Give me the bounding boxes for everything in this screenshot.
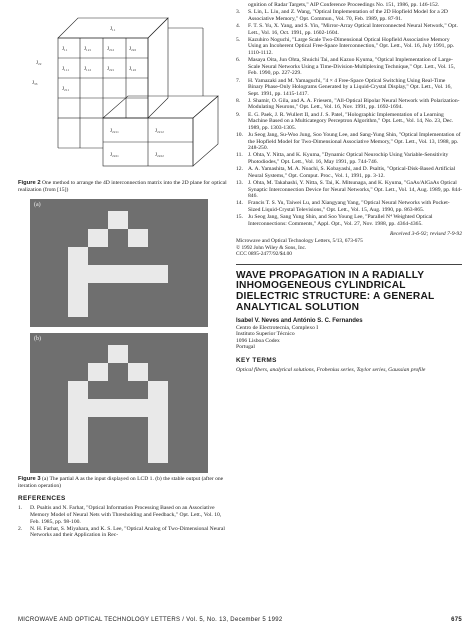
figure-3a-panel bbox=[30, 199, 208, 327]
block-label: J₂₂₁ bbox=[107, 67, 115, 72]
block-label: J₁₁₁ bbox=[62, 67, 70, 72]
reference-item: 1. D. Psaltis and N. Farhat, "Optical Information Processing Based on an Associative Memory Model of Neural Nets with Thresholding and Feedback," Opt. Lett., Vol. 10, Feb. 1985, pp. 98-100. bbox=[18, 505, 222, 525]
block-label: J₃₃ bbox=[32, 81, 38, 86]
panel-label: (b) bbox=[34, 336, 41, 343]
affiliation-line: 1096 Lisboa Codex bbox=[236, 337, 280, 344]
caption-text: (a) The partial A as the input displayed on LCD 1. (b) the stable output (after one iteration operation) bbox=[18, 476, 224, 489]
block-label: J₁₂₂ bbox=[129, 67, 137, 72]
reference-continuation: ognition of Radar Targets," AIP Conference Proceedings No. 151, 1986, pp. 146-152. bbox=[248, 2, 440, 8]
reference-item: 9. E. G. Paek, J. R. Wullert II, and J. S. Patel, "Holographic Implementation of a Learning Machine Based on a Multicategory Perceptron Algorithm," Opt. Lett., Vol. 14, No. 23, Dec. 1989, pp. 1303-1305. bbox=[236, 111, 454, 131]
figure-3-caption bbox=[18, 476, 230, 489]
block-label: J₂₂₁₁ bbox=[110, 129, 119, 134]
reference-item: 4. F. T. S. Yu, X. Yang, and S. Yin, "Mirror-Array Optical Interconnected Neural Network," Opt. Lett., Vol. 16, Oct. 1991, pp. 1602-1604. bbox=[236, 22, 458, 36]
caption-label: Figure 2 bbox=[18, 180, 41, 186]
block-label: J₂₂₁₂ bbox=[155, 129, 164, 134]
journal-footer: MICROWAVE AND OPTICAL TECHNOLOGY LETTERS / Vol. 5, No. 13, December 5 1992 bbox=[18, 617, 283, 623]
references-heading: REFERENCES bbox=[18, 495, 66, 503]
reference-item: 3. S. Lin, L. Liu, and Z. Wang, "Optical Implementation of the 2D Hopfield Model for a 2D Associative Memory," Opt. Commun., Vol. 70, Feb. 1989, pp. 87-91. bbox=[236, 9, 448, 22]
block-label: J₁₁₂ bbox=[84, 67, 92, 72]
caption-text: One method to arrange the 4D interconnection matrix into the 2D plane for optical realization (from [15]) bbox=[18, 180, 227, 193]
reference-item: 11. J. Ohta, Y. Nitta, and K. Kyuma, "Dynamic Optical Neurochip Using Variable-Sensitivity Photodiodes," Opt. Lett., Vol. 16, May 1991, pp. 744-746. bbox=[236, 152, 449, 165]
left-column bbox=[18, 8, 230, 540]
right-column bbox=[236, 2, 462, 373]
page-footer bbox=[18, 617, 462, 623]
figure-2-diagram bbox=[18, 8, 230, 180]
reference-item: 5. Kazuhiro Noguchi, "Large Scale Two-Dimensional Optical Hopfield Associative Memory Using an Incoherent Optical Free-Space Interconnection," Opt. Lett., Vol. 16, July 1991, pp. 1110-1112. bbox=[236, 36, 455, 56]
block-label: J₂₂₂₁ bbox=[110, 153, 119, 158]
reference-item: 6. Masaya Oita, Jun Ohta, Shuichi Tai, and Kazuo Kyuma, "Optical Implementation of Large-Scale Neural Networks Using a Time-Division-Multiplexing Technique," Opt. Lett., Vol. 15, Feb. 1990, pp. 227-229. bbox=[236, 57, 455, 77]
page-number: 675 bbox=[451, 617, 462, 623]
block-label: J₂₁₁ bbox=[62, 87, 70, 92]
copyright-line: CCC 0895-2477/92/$4.00 bbox=[236, 251, 293, 258]
reference-item: 10. Ju Seog Jang, Su-Woo Jung, Soo Young Lee, and Sang-Yung Shin, "Optical Implementation of the Hopfield Model for Two-Dimensional Associative Memory," Opt. Lett., Vol. 13, 1988, pp. 248-250. bbox=[236, 132, 461, 152]
block-label: J₂₂ bbox=[36, 61, 42, 66]
letter-a-output-image bbox=[30, 333, 208, 473]
received-date: Received 3-6-92; revised 7-9-92 bbox=[389, 231, 462, 238]
block-label: J₂₂₂₂ bbox=[155, 153, 164, 158]
keywords-heading: KEY TERMS bbox=[236, 356, 277, 364]
copyright-line: © 1992 John Wiley & Sons, Inc. bbox=[236, 244, 307, 251]
reference-item: 14. Francis T. S. Yu, Taiwei Lu, and Xiangyang Yang, "Optical Neural Networks with Pocket-Sized Liquid-Crystal Televisions," Opt. Lett., Vol. 15, Aug. 1990, pp. 863-865. bbox=[236, 200, 450, 213]
figure-3 bbox=[18, 199, 230, 473]
figure-2-caption bbox=[18, 180, 230, 193]
reference-item: 7. H. Yamazaki and M. Yamaguchi, "4 × 4 Free-Space Optical Switching Using Real-Time Binary Phase-Only Holograms Generated by a Liquid-Crystal Display," Opt. Lett., Vol. 16, Sept. 1991, pp. 1415-1417. bbox=[236, 77, 452, 97]
block-label: J₁₁ bbox=[62, 47, 68, 52]
affiliation-line: Portugal bbox=[236, 344, 255, 351]
letter-a-partial-image bbox=[30, 199, 208, 327]
caption-label: Figure 3 bbox=[18, 476, 41, 483]
reference-item: 8. J. Shamir, O. Gila, and A. A. Friesem, "All-Optical Bipolar Neural Network with Polarization-Modulating Neurons," Opt. Lett., Vol. 16, Nov. 1991, pp. 1692-1694. bbox=[236, 97, 460, 111]
reference-item: 2. N. H. Farhat, S. Miyahara, and K. S. Lee, "Optical Analog of Two-Dimensional Neural Networks and their Application in Rec- bbox=[18, 525, 225, 539]
reference-item: 12. A. A. Yamashita, M. A. Noachi, S. Kobayashi, and D. Psaltis, "Optical-Disk-Based Artificial Neural Systems," Opt. Comput. Proc., Vol. 1, 1991, pp. 3-12. bbox=[236, 166, 456, 179]
block-label: J₁₂₁ bbox=[84, 47, 92, 52]
block-label: J₂₁₂ bbox=[107, 47, 115, 52]
article-title: WAVE PROPAGATION IN A RADIALLY INHOMOGENEOUS CYLINDRICAL DIELECTRIC STRUCTURE: A GENERAL ANALYTICAL SOLUTION bbox=[236, 269, 435, 313]
keywords-text: Optical fibers, analytical solutions, Frobenius series, Taylor series, Gaussian profile bbox=[236, 366, 426, 373]
figure-3b-panel bbox=[30, 333, 208, 473]
affiliation-line: Instituto Superior Técnico bbox=[236, 331, 295, 338]
article-authors: Isabel V. Neves and António S. C. Fernandes bbox=[236, 317, 363, 324]
reference-item: 13. J. Ohta, M. Takahashi, Y. Nitta, S. Tai, K. Mitsunaga, and K. Kyuma, "GaAs/AlGaAs Optical Synaptic Interconnection Device for Neural Networks," Opt. Lett., Vol. 14, Aug. 1989, pp. 844-846. bbox=[236, 179, 462, 200]
copyright-line: Microwave and Optical Technology Letters, 5/13, 673-675 bbox=[236, 238, 363, 245]
reference-item: 15. Ju Seog Jang, Sang Yung Shin, and Soo Young Lee, "Parallel N⁴ Weighted Optical Interconnections: Comments," Appl. Opt., Vol. 27, Nov. 1988, pp. 4364-4365. bbox=[236, 214, 433, 227]
panel-label: (a) bbox=[34, 202, 41, 209]
block-label: J₂₂₂ bbox=[129, 47, 137, 52]
affiliation-line: Centro de Electrotecnia, Complexo I bbox=[236, 324, 319, 331]
block-label: J₁₁ bbox=[110, 27, 116, 32]
figure-2 bbox=[18, 8, 230, 180]
divider bbox=[236, 264, 462, 265]
